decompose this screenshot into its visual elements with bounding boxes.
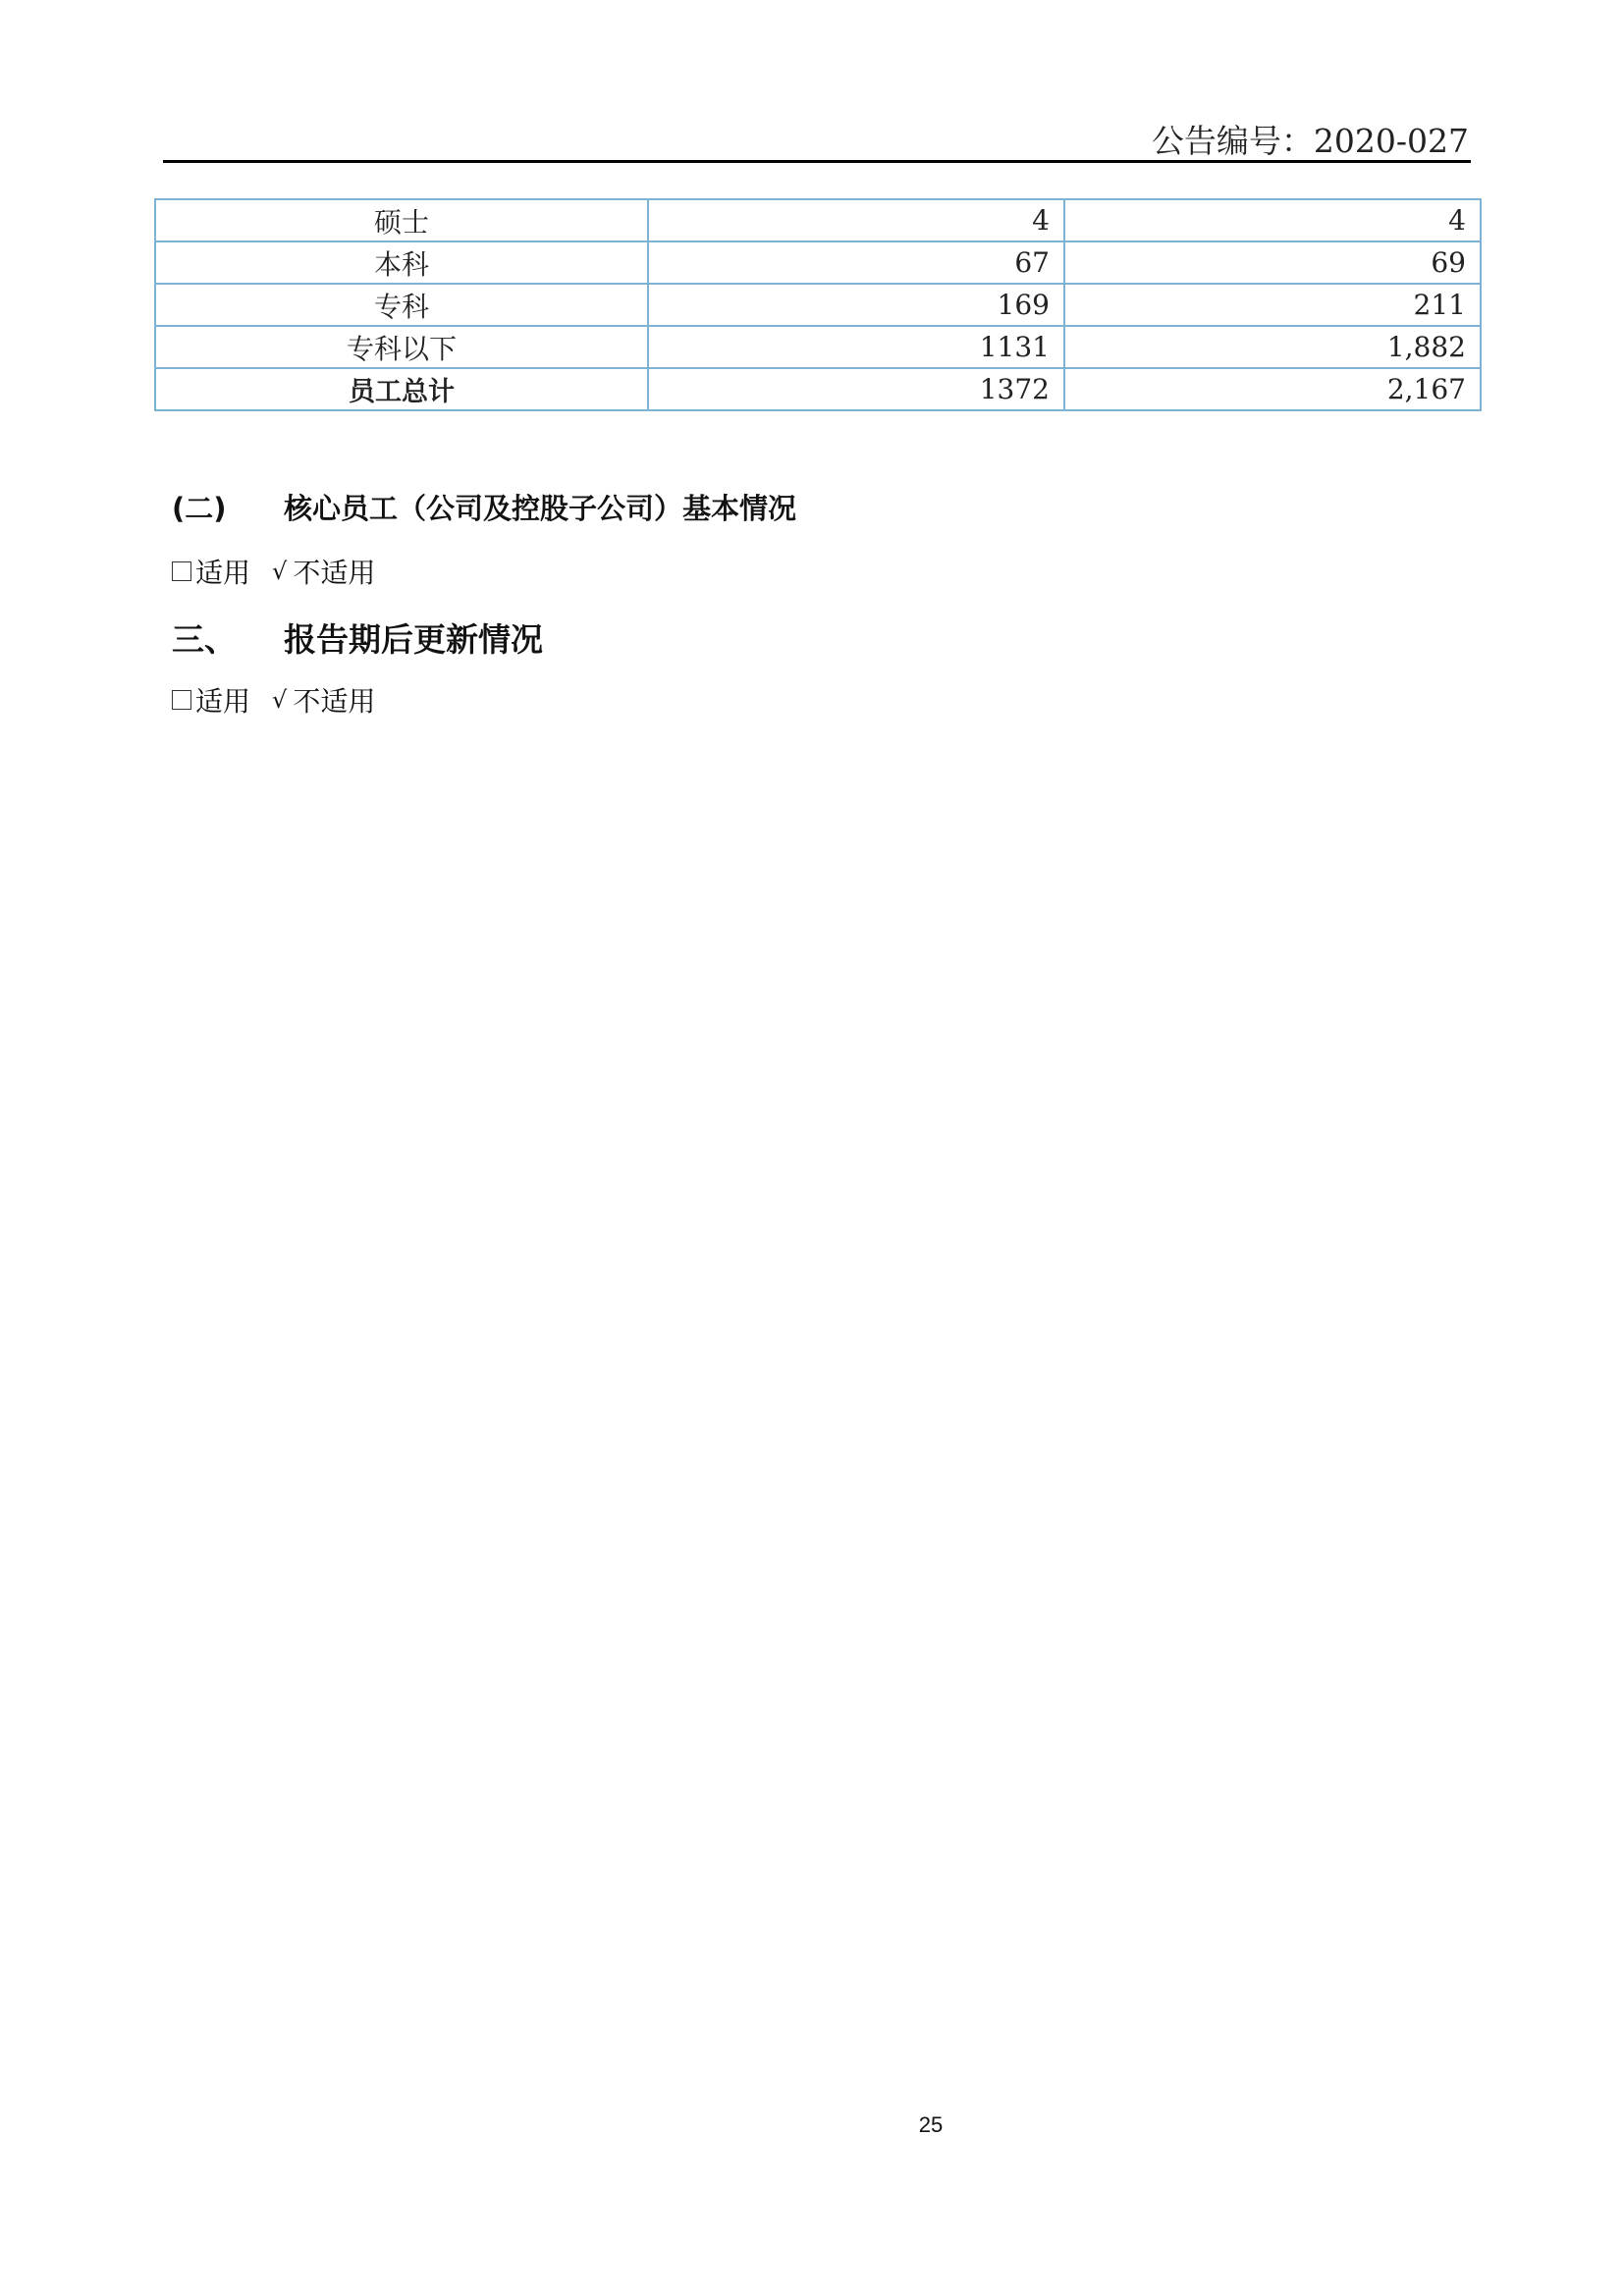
cell-value: 4 [1064, 199, 1481, 241]
row-label: 本科 [155, 241, 648, 284]
check-mark-icon: √ [272, 686, 288, 714]
applicability-line [172, 552, 375, 591]
row-label: 专科 [155, 284, 648, 326]
applicable-label: 适用 [195, 685, 251, 718]
cell-value: 69 [1064, 241, 1481, 284]
row-label: 专科以下 [155, 326, 648, 368]
cell-value: 169 [648, 284, 1064, 326]
applicability-line [172, 680, 375, 720]
cell-value: 2,167 [1064, 368, 1481, 410]
checkbox-empty-icon [172, 561, 191, 581]
total-label: 员工总计 [155, 368, 648, 410]
section-title: 报告期后更新情况 [284, 620, 543, 659]
cell-value: 1372 [648, 368, 1064, 410]
cell-value: 67 [648, 241, 1064, 284]
section-heading-core-staff [172, 487, 797, 527]
employee-education-table [154, 198, 1482, 411]
cell-value: 4 [648, 199, 1064, 241]
section-number: 三、 [172, 620, 237, 659]
header-divider [163, 160, 1471, 163]
row-label: 硕士 [155, 199, 648, 241]
section-heading-post-period [172, 614, 543, 661]
not-applicable-label: 不适用 [293, 685, 376, 718]
section-number: (二) [172, 492, 227, 525]
table-row [155, 284, 1481, 326]
cell-value: 211 [1064, 284, 1481, 326]
not-applicable-label: 不适用 [293, 557, 376, 589]
table-total-row [155, 368, 1481, 410]
table-row [155, 241, 1481, 284]
cell-value: 1,882 [1064, 326, 1481, 368]
section-title: 核心员工（公司及控股子公司）基本情况 [284, 492, 797, 525]
page-number: 25 [918, 2112, 944, 2137]
cell-value: 1131 [648, 326, 1064, 368]
announcement-number: 公告编号：2020-027 [1151, 122, 1469, 160]
applicable-label: 适用 [195, 557, 251, 589]
table-row [155, 326, 1481, 368]
check-mark-icon: √ [272, 558, 288, 585]
table-row [155, 199, 1481, 241]
checkbox-empty-icon [172, 690, 191, 710]
